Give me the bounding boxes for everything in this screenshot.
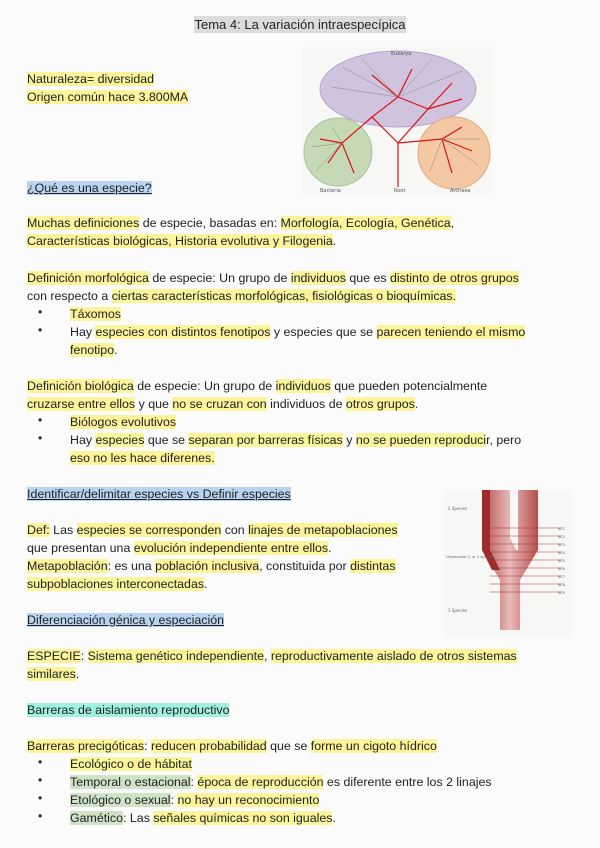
unresolved-label: Unresolved (1 or 2 species) <box>446 555 496 559</box>
sc-label: SC8 <box>558 583 566 587</box>
bullet-icon: • <box>38 773 43 787</box>
eukarya-label: Eukarya <box>391 51 412 57</box>
intro-line-1: Naturaleza= diversidad <box>27 72 155 86</box>
prezygotic-paragraph: Barreras precigóticas: reducen probabilidad que se forme un cigoto hídrico <box>27 739 437 753</box>
two-species-label: 2 Species <box>448 506 468 511</box>
sc-label: SC5 <box>558 559 566 563</box>
identify-heading: Identificar/delimitar especies vs Definir especies <box>27 487 291 501</box>
lineage-figure <box>444 490 572 638</box>
intro <box>27 70 188 106</box>
root-label: Root <box>394 188 406 194</box>
sc-label: SC1 <box>558 527 566 531</box>
species-question-heading: ¿Qué es una especie? <box>27 181 152 195</box>
morphological-definition: Definición morfológica de especie: Un grupo de individuos que es distinto de otros grupos con respecto a ciertas características morfológicas, fisiológicas o bioquímicas. <box>27 271 519 303</box>
bullet-icon: • <box>38 755 43 769</box>
bullet-icon: • <box>38 323 43 337</box>
barriers-heading: Barreras de aislamiento reproductivo <box>27 703 230 717</box>
biological-definition: Definición biológica de especie: Un grupo de individuos que pueden potencialmente cruzarse entre ellos y que no se cruzan con individuos de otros grupos. <box>27 379 488 411</box>
barrier-item-ethological: Etológico o sexual: no hay un reconocimiento <box>70 793 320 807</box>
barrier-item-ecological: Ecológico o de hábitat <box>70 757 192 771</box>
bio-bullet-1: Biólogos evolutivos <box>70 415 177 429</box>
intro-line-2: Origen común hace 3.800MA <box>27 90 189 104</box>
bullet-icon: • <box>38 809 43 823</box>
archaea-label: Archaea <box>450 188 471 194</box>
morph-bullet-1: Táxomos <box>70 307 121 321</box>
bullet-icon: • <box>38 305 43 319</box>
bacteria-label: Bacteria <box>320 188 341 194</box>
sc-label: SC9 <box>558 591 566 595</box>
sc-label: SC4 <box>558 551 566 555</box>
bullet-icon: • <box>38 413 43 427</box>
genic-paragraph: ESPECIE: Sistema genético independiente, reproductivamente aislado de otros sistemas similares. <box>27 649 517 681</box>
bullet-icon: • <box>38 791 43 805</box>
one-species-label: 1 Species <box>448 608 468 613</box>
tree-of-life-figure <box>302 47 492 195</box>
bio-bullet-2: Hay especies que se separan por barreras físicas y no se pueden reproducir, pero eso no les hace diferenes. <box>70 433 522 465</box>
definitions-paragraph: Muchas definiciones de especie, basadas en: Morfología, Ecología, Genética, Características biológicas, Historia evolutiva y Filogenia. <box>27 216 455 248</box>
sc-label: SC3 <box>558 543 566 547</box>
morph-bullet-2: Hay especies con distintos fenotipos y especies que se parecen teniendo el mismo fenotipo. <box>70 325 526 357</box>
bullet-icon: • <box>38 431 43 445</box>
sc-label: SC6 <box>558 567 566 571</box>
sc-label: SC2 <box>558 535 566 539</box>
barrier-item-temporal: Temporal o estacional: época de reproducción es diferente entre los 2 linajes <box>70 775 492 789</box>
identify-definition: Def: Las especies se corresponden con linajes de metapoblaciones que presentan una evolución independiente entre ellos. Metapoblación: es una población inclusiva, constituida por distintas subpoblaciones interconectadas. <box>27 523 398 591</box>
barrier-item-gametic: Gamético: Las señales químicas no son iguales. <box>70 811 336 825</box>
sc-label: SC7 <box>558 575 566 579</box>
page-title: Tema 4: La variación intraespecípica <box>194 17 406 32</box>
genic-heading: Diferenciación génica y especiación <box>27 613 224 627</box>
